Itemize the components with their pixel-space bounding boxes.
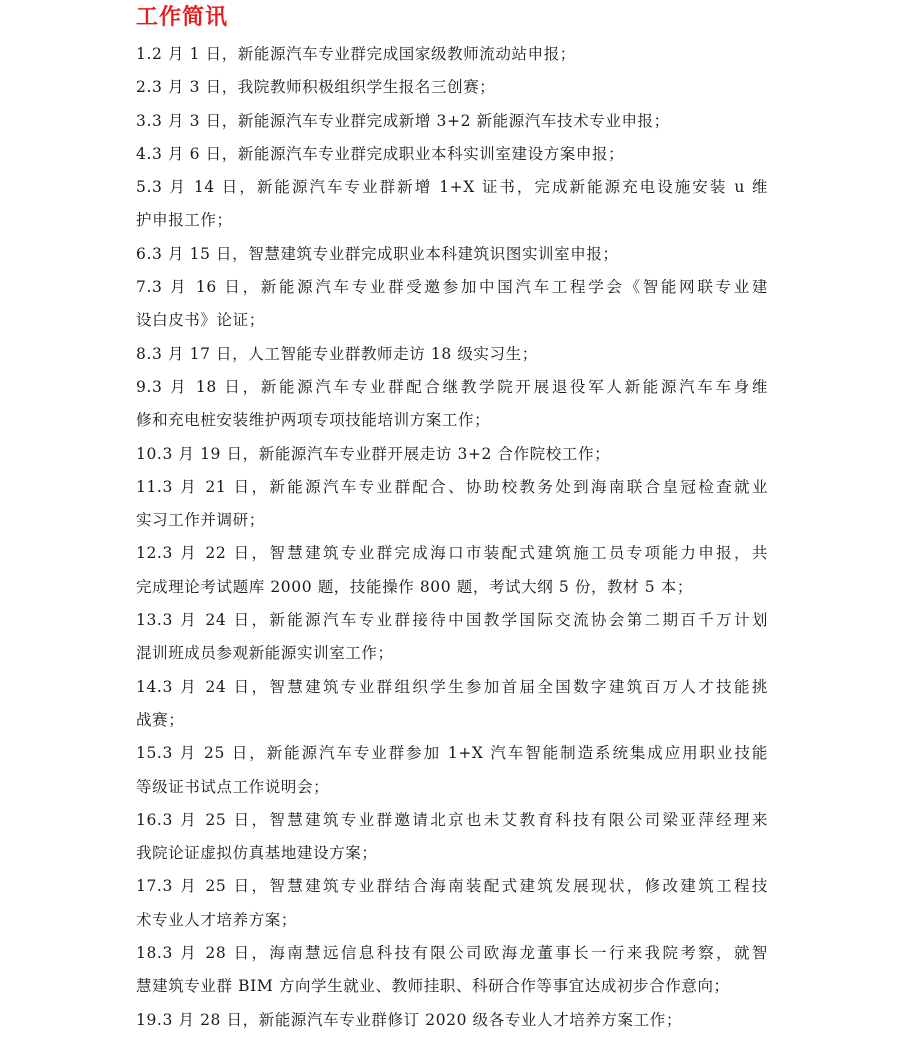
news-item-line: 12.3 月 22 日，智慧建筑专业群完成海口市装配式建筑施工员专项能力申报，共 xyxy=(136,544,768,563)
news-item-line: 8.3 月 17 日，人工智能专业群教师走访 18 级实习生； xyxy=(136,344,538,363)
news-list xyxy=(136,38,768,1037)
news-item-line: 慧建筑专业群 BIM 方向学生就业、教师挂职、科研合作等事宜达成初步合作意向； xyxy=(136,977,730,996)
news-item xyxy=(136,271,768,338)
news-item xyxy=(136,38,768,71)
news-item-line: 设白皮书》论证； xyxy=(136,311,265,330)
news-item-line: 19.3 月 28 日，新能源汽车专业群修订 2020 级各专业人才培养方案工作； xyxy=(136,1010,682,1029)
news-item xyxy=(136,804,768,871)
news-item xyxy=(136,537,768,604)
news-item xyxy=(136,604,768,671)
news-item xyxy=(136,105,768,138)
news-item-line: 9.3 月 18 日，新能源汽车专业群配合继教学院开展退役军人新能源汽车车身维 xyxy=(136,377,768,396)
news-item-line: 17.3 月 25 日，智慧建筑专业群结合海南装配式建筑发展现状，修改建筑工程技 xyxy=(136,877,768,896)
news-item xyxy=(136,438,768,471)
news-item xyxy=(136,870,768,937)
news-item xyxy=(136,338,768,371)
news-item-line: 我院论证虚拟仿真基地建设方案； xyxy=(136,844,378,863)
news-item xyxy=(136,138,768,171)
news-item-line: 11.3 月 21 日，新能源汽车专业群配合、协助校教务处到海南联合皇冠检查就业 xyxy=(136,477,768,496)
news-item-line: 13.3 月 24 日，新能源汽车专业群接待中国教学国际交流协会第二期百千万计划 xyxy=(136,611,768,630)
news-item-line: 6.3 月 15 日，智慧建筑专业群完成职业本科建筑识图实训室申报； xyxy=(136,244,619,263)
news-item-line: 18.3 月 28 日，海南慧远信息科技有限公司欧海龙董事长一行来我院考察，就智 xyxy=(136,944,768,963)
news-item xyxy=(136,171,768,238)
news-item-line: 4.3 月 6 日，新能源汽车专业群完成职业本科实训室建设方案申报； xyxy=(136,144,625,163)
news-item-line: 16.3 月 25 日，智慧建筑专业群邀请北京也未艾教育科技有限公司梁亚萍经理来 xyxy=(136,810,768,829)
page-title: 工作简讯 xyxy=(136,5,229,30)
news-item-line: 14.3 月 24 日，智慧建筑专业群组织学生参加首届全国数字建筑百万人才技能挑 xyxy=(136,677,768,696)
news-item-line: 3.3 月 3 日，新能源汽车专业群完成新增 3+2 新能源汽车技术专业申报； xyxy=(136,111,670,130)
news-item-line: 1.2 月 1 日，新能源汽车专业群完成国家级教师流动站申报； xyxy=(136,45,576,63)
news-item-line: 混训班成员参观新能源实训室工作； xyxy=(136,644,394,663)
news-item xyxy=(136,371,768,438)
news-item-line: 10.3 月 19 日，新能源汽车专业群开展走访 3+2 合作院校工作； xyxy=(136,444,611,463)
news-item xyxy=(136,238,768,271)
news-item-line: 战赛； xyxy=(136,710,185,729)
news-item-line: 2.3 月 3 日，我院教师积极组织学生报名三创赛； xyxy=(136,78,496,97)
news-item-line: 15.3 月 25 日，新能源汽车专业群参加 1+X 汽车智能制造系统集成应用职业技能 xyxy=(136,744,768,763)
news-item xyxy=(136,737,768,804)
news-item-line: 5.3 月 14 日，新能源汽车专业群新增 1+X 证书，完成新能源充电设施安装 u 维 xyxy=(136,178,768,197)
news-item xyxy=(136,471,768,538)
news-item-line: 护申报工作； xyxy=(136,211,233,230)
news-item-line: 7.3 月 16 日，新能源汽车专业群受邀参加中国汽车工程学会《智能网联专业建 xyxy=(136,278,768,297)
news-item-line: 术专业人才培养方案； xyxy=(136,910,298,929)
news-item xyxy=(136,671,768,738)
news-item-line: 实习工作并调研； xyxy=(136,511,265,530)
news-item-line: 完成理论考试题库 2000 题，技能操作 800 题，考试大纲 5 份，教材 5 本； xyxy=(136,577,693,596)
news-item xyxy=(136,937,768,1004)
news-item xyxy=(136,1004,768,1037)
news-item-line: 修和充电桩安装维护两项专项技能培训方案工作； xyxy=(136,411,491,430)
news-item xyxy=(136,71,768,104)
news-item-line: 等级证书试点工作说明会； xyxy=(136,777,330,796)
